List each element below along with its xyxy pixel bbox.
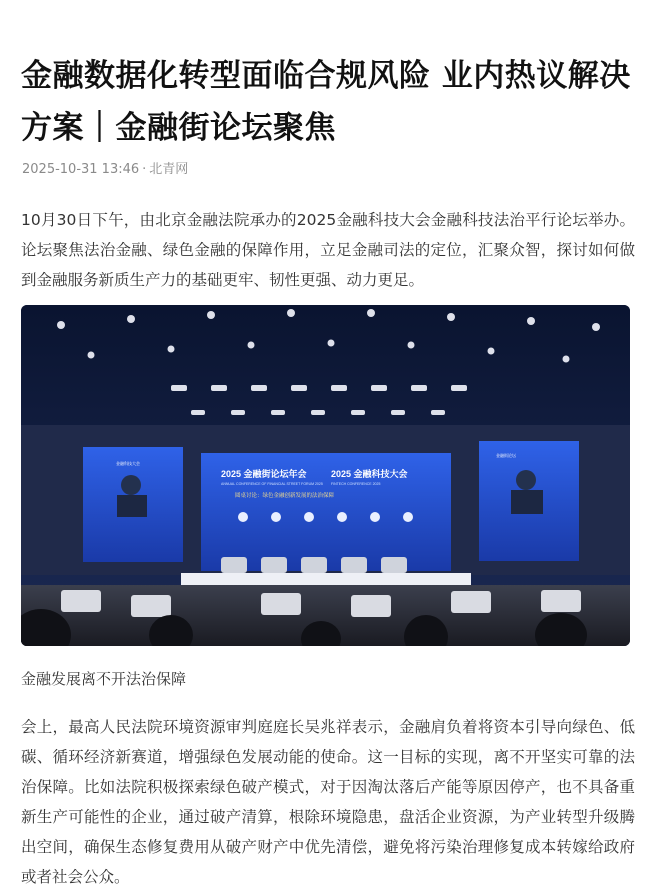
stage-title-left: 2025 金融街论坛年会 xyxy=(221,469,307,479)
article-title: 金融数据化转型面临合规风险 业内热议解决方案｜金融街论坛聚焦 xyxy=(21,58,631,146)
article-paragraph-1: 10月30日下午，由北京金融法院承办的2025金融科技大会金融科技法治平行论坛举办。论坛聚焦法治金融、绿色金融的保障作用，立足金融司法的定位，汇聚众智，探讨如何做到金融服务新质生产力的基础更牢、韧性更强、动力更足。 xyxy=(21,211,635,289)
photo-caption: 金融发展离不开法治保障 xyxy=(21,670,187,688)
stage-text-overlay xyxy=(21,305,630,646)
publish-date: 2025-10-31 13:46 xyxy=(22,162,140,177)
stage-title-right: 2025 金融科技大会 xyxy=(331,469,408,479)
meta-separator: · xyxy=(142,162,147,177)
stage-subtitle-right: FINTECH CONFERENCE 2025 xyxy=(331,482,381,486)
article-paragraph-2: 会上，最高人民法院环境资源审判庭庭长吴兆祥表示，金融肩负着将资本引导向绿色、低碳、循环经济新赛道，增强绿色发展动能的使命。这一目标的实现，离不开坚实可靠的法治保障。比如法院积极探索绿色破产模式，对于因淘汰落后产能等原因停产，也不具备重新生产可能性的企业，通过破产清算，根除环境隐患，盘活企业资源，为产业转型升级腾出空间，确保生态修复费用从破产财产中优先清偿，避免将污染治理修复成本转嫁给政府或者社会公众。 xyxy=(21,718,635,886)
forum-stage-photo[interactable] xyxy=(21,305,630,646)
screen-logo-right: 金融街论坛 xyxy=(496,453,516,458)
stage-topic: 圆桌讨论：绿色金融创新发展的法治保障 xyxy=(235,493,335,499)
article-meta xyxy=(22,158,188,177)
screen-logo-left: 金融科技大会 xyxy=(116,461,140,466)
stage-subtitle-left: ANNUAL CONFERENCE OF FINANCIAL STREET FORUM 2025 xyxy=(221,482,323,486)
source-name[interactable]: 北青网 xyxy=(149,162,189,177)
